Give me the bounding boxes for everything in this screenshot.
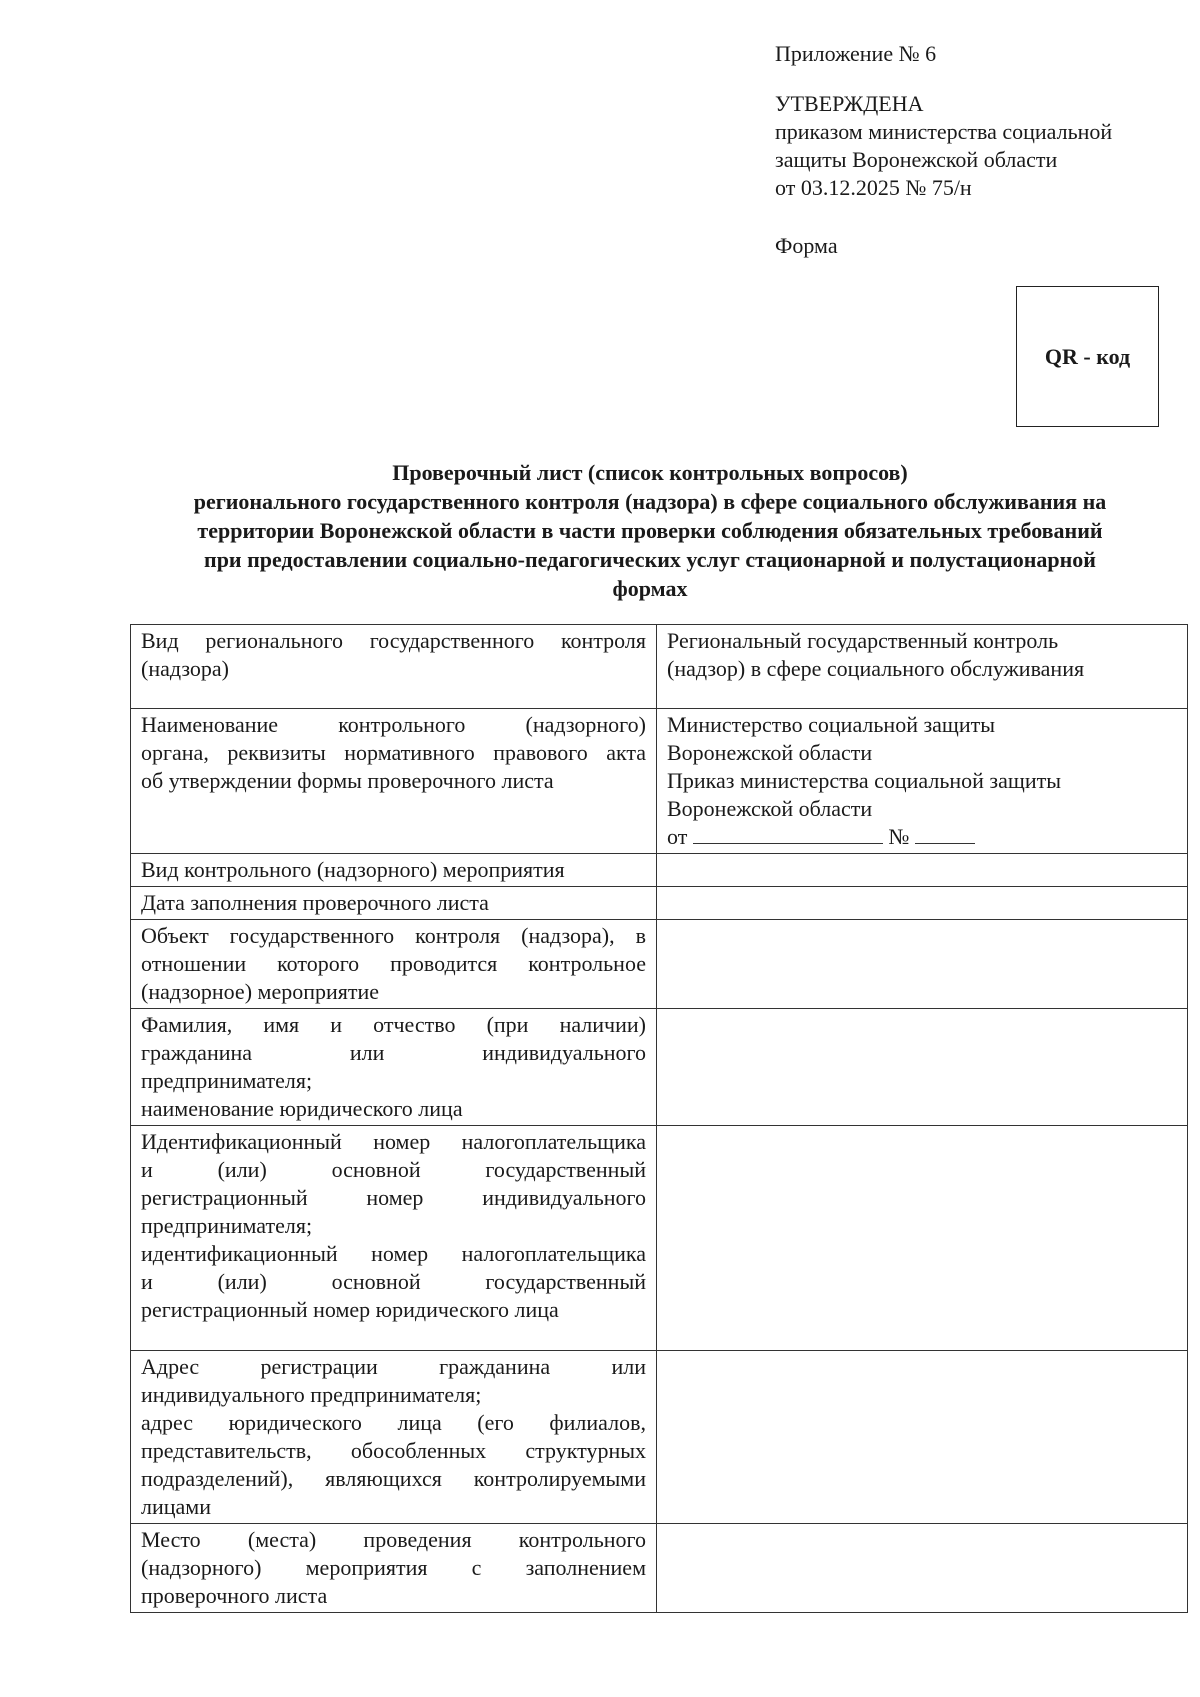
value-line: Приказ министерства социальной защиты — [667, 768, 1061, 793]
label-cell — [131, 854, 657, 887]
label-cell — [131, 1524, 657, 1613]
title-line: формах — [612, 576, 688, 601]
label-cell — [131, 625, 657, 709]
label-line: Объект государственного контроля (надзора), в — [141, 923, 646, 948]
label-line: индивидуального предпринимателя; — [141, 1382, 482, 1407]
label-line: Место (места) проведения контрольного — [141, 1527, 646, 1552]
label-line: адрес юридического лица (его филиалов, — [141, 1410, 646, 1435]
value-line: Региональный государственный контроль — [667, 628, 1059, 653]
label-line: (надзора) — [141, 656, 229, 681]
table-row-fill-date — [131, 887, 1188, 920]
table-row-control-type — [131, 625, 1188, 709]
value-cell[interactable] — [657, 920, 1188, 1009]
form-label: Форма — [775, 233, 838, 258]
label-line: и (или) основной государственный — [141, 1269, 646, 1294]
label-line: Наименование контрольного (надзорного) — [141, 712, 646, 737]
title-line: Проверочный лист (список контрольных вопросов) — [392, 460, 908, 485]
value-cell[interactable] — [657, 1009, 1188, 1126]
qr-code-label: QR - код — [1044, 343, 1131, 369]
label-line: лицами — [141, 1494, 211, 1519]
value-line: Воронежской области — [667, 740, 873, 765]
approval-block — [775, 40, 1175, 260]
approved-by-line-1: приказом министерства социальной — [775, 119, 1113, 144]
label-line: проверочного листа — [141, 1583, 328, 1608]
label-line: подразделений), являющихся контролируемыми — [141, 1466, 646, 1491]
order-date-number-line — [667, 823, 1177, 851]
label-line: органа, реквизиты нормативного правового акта — [141, 740, 646, 765]
value-cell[interactable] — [657, 1524, 1188, 1613]
label-line: Вид регионального государственного контроля — [141, 628, 646, 653]
label-cell — [131, 1351, 657, 1524]
order-number-label: № — [888, 824, 910, 849]
label-line: (надзорного) мероприятия с заполнением — [141, 1555, 646, 1580]
title-line: при предоставлении социально-педагогических услуг стационарной и полустационарной — [204, 547, 1096, 572]
label-line: и (или) основной государственный — [141, 1157, 646, 1182]
label-cell — [131, 920, 657, 1009]
table-row-event-type — [131, 854, 1188, 887]
label-line: предпринимателя; — [141, 1213, 313, 1238]
label-line: Фамилия, имя и отчество (при наличии) — [141, 1012, 646, 1037]
label-cell — [131, 1126, 657, 1351]
table-row-person-name — [131, 1009, 1188, 1126]
value-cell[interactable] — [657, 887, 1188, 920]
order-number-blank[interactable] — [915, 823, 975, 844]
label-cell — [131, 709, 657, 854]
table-row-control-object — [131, 920, 1188, 1009]
title-line: регионального государственного контроля (надзора) в сфере социального обслуживания на — [193, 489, 1107, 514]
label-cell — [131, 887, 657, 920]
label-line: об утверждении формы проверочного листа — [141, 768, 554, 793]
qr-code-placeholder — [1016, 286, 1159, 427]
order-from-label: от — [667, 824, 688, 849]
label-line: Дата заполнения проверочного листа — [141, 890, 489, 915]
value-line: Воронежской области — [667, 796, 873, 821]
label-cell — [131, 1009, 657, 1126]
approved-by-line-2: защиты Воронежской области — [775, 147, 1058, 172]
table-row-address — [131, 1351, 1188, 1524]
document-title — [130, 458, 1170, 603]
value-line: (надзор) в сфере социального обслуживания — [667, 656, 1085, 681]
table-row-tax-id — [131, 1126, 1188, 1351]
value-cell[interactable] — [657, 709, 1188, 854]
label-line: регистрационный номер индивидуального — [141, 1185, 646, 1210]
value-line: Министерство социальной защиты — [667, 712, 996, 737]
approved-heading: УТВЕРЖДЕНА — [775, 91, 924, 116]
label-line: гражданина или индивидуального — [141, 1040, 646, 1065]
title-line: территории Воронежской области в части проверки соблюдения обязательных требований — [197, 518, 1103, 543]
order-date-blank[interactable] — [693, 823, 883, 844]
appendix-number: Приложение № 6 — [775, 41, 937, 66]
table-row-event-place — [131, 1524, 1188, 1613]
label-line: идентификационный номер налогоплательщика — [141, 1241, 646, 1266]
label-line: представительств, обособленных структурных — [141, 1438, 646, 1463]
table-row-authority — [131, 709, 1188, 854]
label-line: предпринимателя; — [141, 1068, 313, 1093]
value-cell[interactable] — [657, 625, 1188, 709]
value-cell[interactable] — [657, 1126, 1188, 1351]
label-line: отношении которого проводится контрольное — [141, 951, 646, 976]
label-line: регистрационный номер юридического лица — [141, 1297, 559, 1322]
label-line: (надзорное) мероприятие — [141, 979, 380, 1004]
label-line: Вид контрольного (надзорного) мероприятия — [141, 857, 565, 882]
label-line: наименование юридического лица — [141, 1096, 463, 1121]
value-cell[interactable] — [657, 1351, 1188, 1524]
label-line: Идентификационный номер налогоплательщика — [141, 1129, 646, 1154]
approved-order-date: от 03.12.2025 № 75/н — [775, 175, 972, 200]
value-cell[interactable] — [657, 854, 1188, 887]
label-line: Адрес регистрации гражданина или — [141, 1354, 646, 1379]
checklist-info-table — [130, 624, 1188, 1613]
